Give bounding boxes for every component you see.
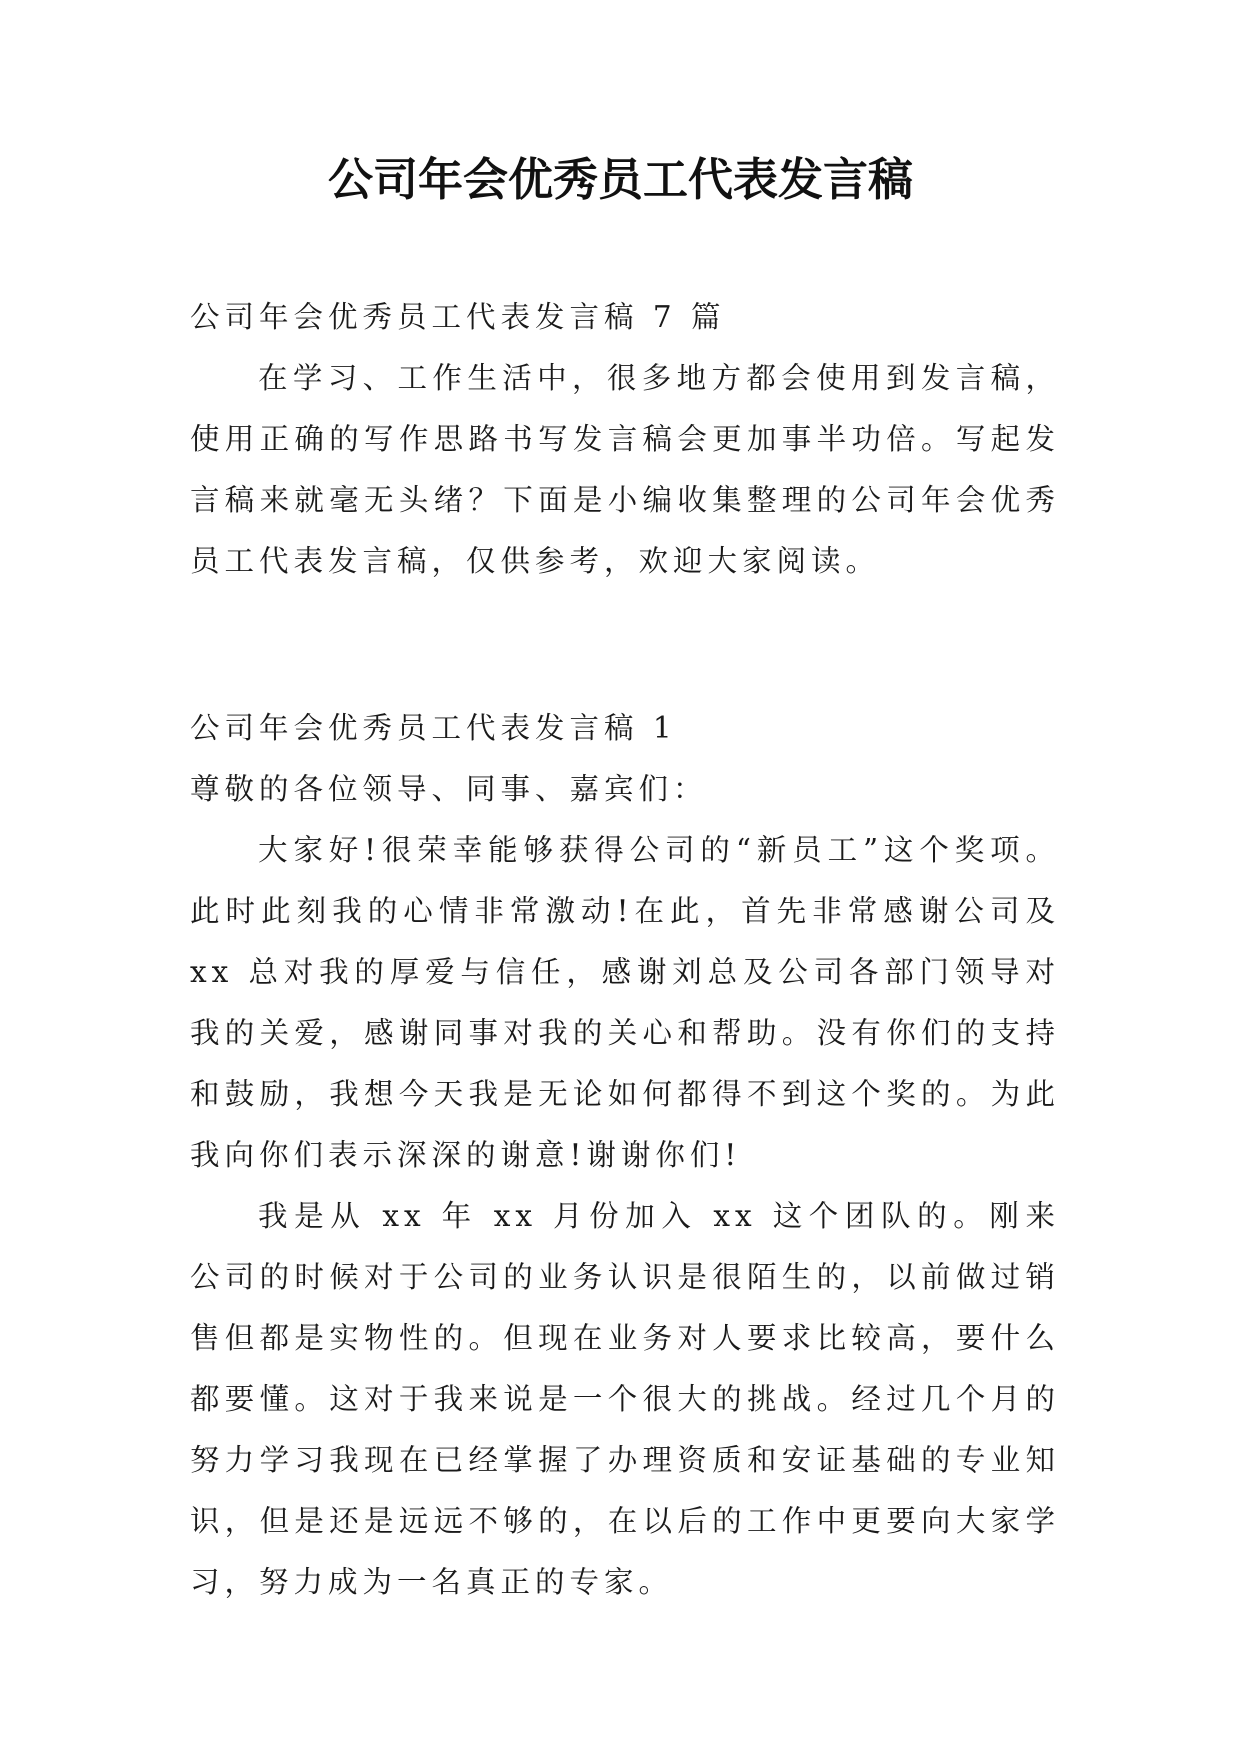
paragraph-2: 我是从 xx 年 xx 月份加入 xx 这个团队的。刚来公司的时候对于公司的业务认识是很陌生的，以前做过销售但都是实物性的。但现在业务对人要求比较高，要什么都要懂。这对于我来说是一个很大的挑战。经过几个月的努力学习我现在已经掌握了办理资质和安证基础的专业知识，但是还是远远不够的，在以后的工作中更要向大家学习，努力成为一名真正的专家。 <box>190 1199 1060 1599</box>
intro-block <box>190 287 1060 592</box>
document-title: 公司年会优秀员工代表发言稿 <box>327 153 913 206</box>
paragraph-1: 大家好!很荣幸能够获得公司的“新员工”这个奖项。此时此刻我的心情非常激动!在此，首先非常感谢公司及 xx 总对我的厚爱与信任，感谢刘总及公司各部门领导对我的关爱，感谢同事对我的关心和帮助。没有你们的支持和鼓励，我想今天我是无论如何都得不到这个奖的。为此我向你们表示深深的谢意!谢谢你们! <box>190 833 1060 1172</box>
section-heading: 公司年会优秀员工代表发言稿 1 <box>190 711 677 745</box>
document-subtitle: 公司年会优秀员工代表发言稿 7 篇 <box>190 300 726 334</box>
section-1 <box>190 698 1060 1613</box>
intro-paragraph: 在学习、工作生活中，很多地方都会使用到发言稿，使用正确的写作思路书写发言稿会更加事半功倍。写起发言稿来就毫无头绪？下面是小编收集整理的公司年会优秀员工代表发言稿，仅供参考，欢迎大家阅读。 <box>190 361 1060 578</box>
salutation: 尊敬的各位领导、同事、嘉宾们： <box>190 772 708 806</box>
